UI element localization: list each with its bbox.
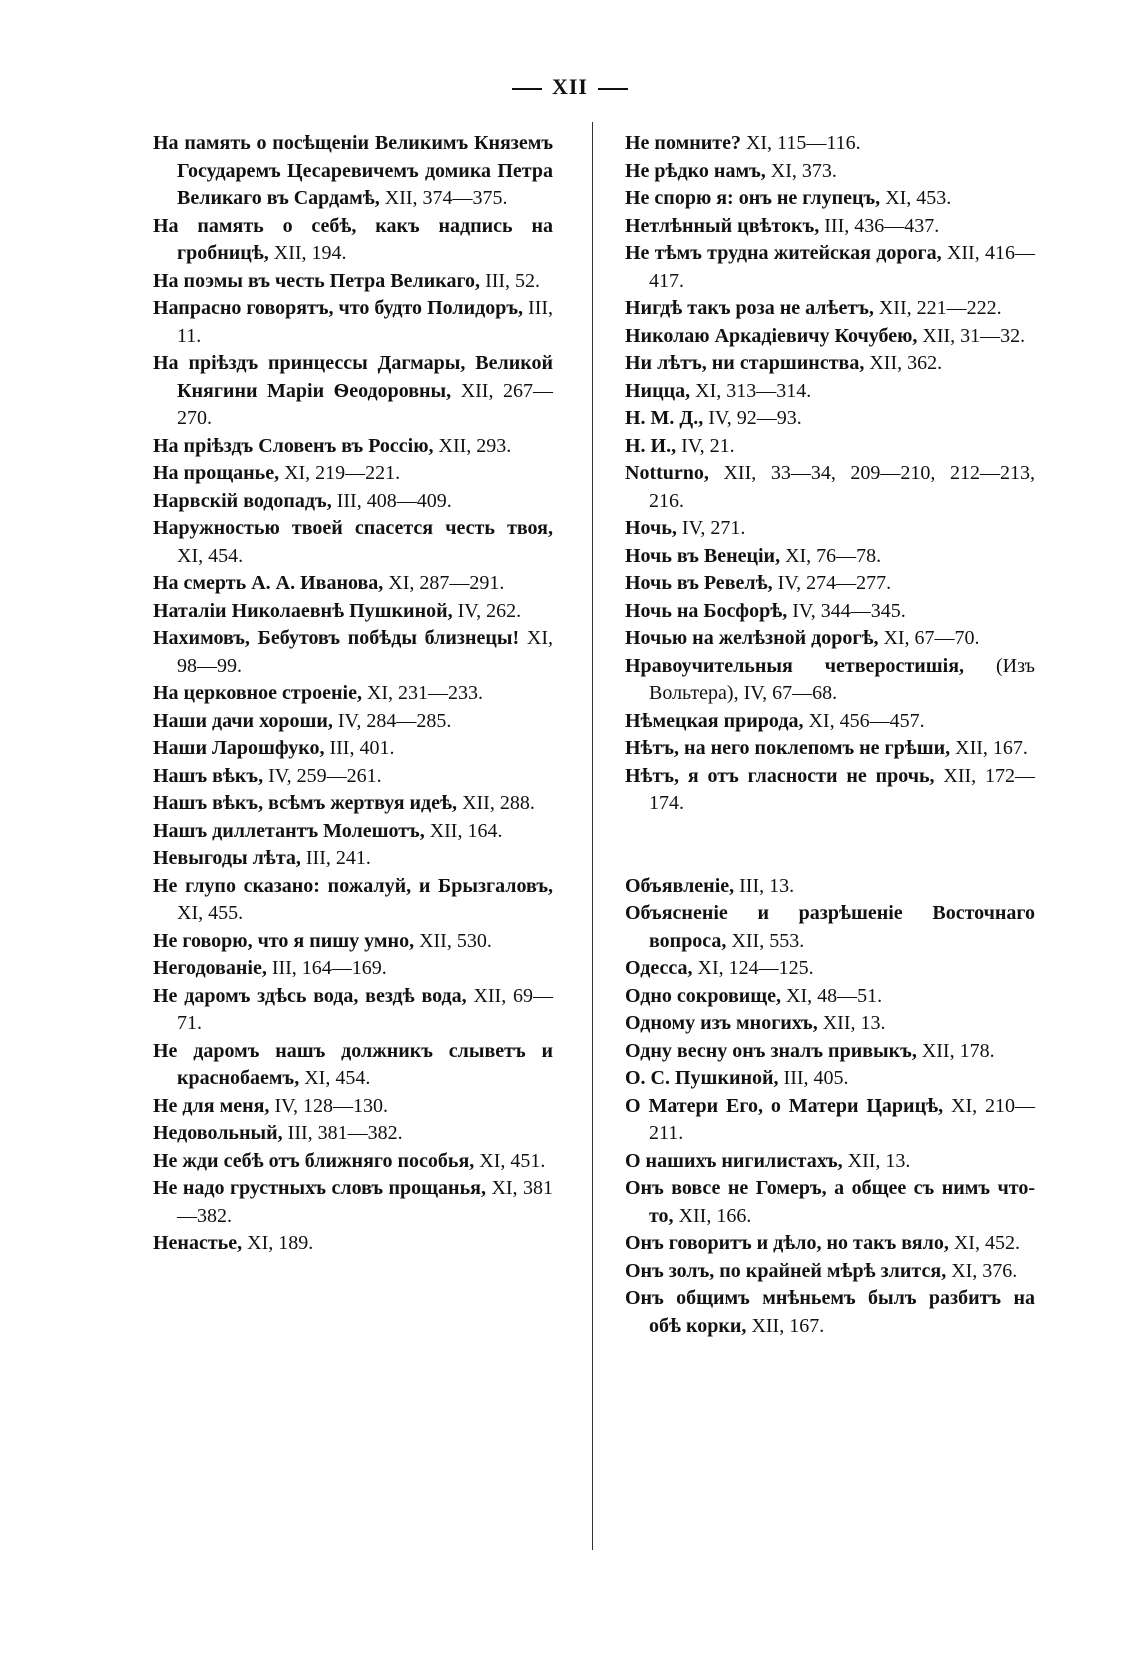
entry-reference: XI, 313—314. (695, 379, 812, 402)
entry-reference: XI, 456—457. (808, 709, 925, 732)
entry-title: О Матери Его, о Матери Царицѣ, (625, 1094, 944, 1117)
entry-title: Ночь въ Ревелѣ, (625, 572, 773, 594)
index-entry (625, 873, 1035, 901)
index-entry (625, 213, 1035, 241)
index-entry (153, 295, 553, 350)
page-header (0, 74, 1140, 100)
entry-title: Напрасно говорятъ, что будто Полидоръ, (153, 297, 524, 319)
entry-reference: XI, 67—70. (883, 627, 980, 649)
entry-title: На смерть А. А. Иванова, (153, 572, 384, 594)
entry-reference: XI, 454. (304, 1067, 371, 1089)
index-entry (153, 1038, 553, 1093)
entry-title: Не даромъ здѣсь вода, вездѣ вода, (153, 984, 467, 1007)
entry-reference: III, 408—409. (336, 489, 452, 512)
entry-reference: XI, 124—125. (697, 957, 814, 979)
index-entry (153, 735, 553, 763)
entry-reference: XII, 13. (847, 1149, 911, 1172)
entry-reference: XII, 553. (731, 929, 805, 952)
entry-title: На поэмы въ честь Петра Великаго, (153, 269, 481, 292)
index-entry (153, 845, 553, 873)
entry-title: Не рѣдко намъ, (625, 159, 766, 182)
index-entry (153, 873, 553, 928)
entry-title: На память о себѣ, какъ надпись на гробницѣ, (153, 214, 553, 264)
entry-reference: IV, 284—285. (337, 709, 452, 732)
index-entry (625, 708, 1035, 736)
entry-reference: XI, 189. (247, 1232, 314, 1254)
index-entry (153, 488, 553, 516)
entry-title: Одесса, (625, 957, 693, 979)
entry-reference: III, 11. (177, 297, 554, 347)
entry-title: Объясненіе и разрѣшеніе Восточнаго вопроса, (625, 902, 1035, 952)
entry-reference: IV, 92—93. (708, 407, 802, 429)
index-entry (625, 900, 1035, 955)
index-entry (625, 295, 1035, 323)
entry-title: Ницца, (625, 379, 691, 402)
index-entry (625, 1093, 1035, 1148)
index-entry (625, 570, 1035, 598)
entry-title: Н. М. Д., (625, 407, 704, 429)
entry-reference: XII, 172—174. (649, 764, 1036, 814)
index-entry (153, 955, 553, 983)
header-dash-left (512, 88, 542, 90)
entry-reference: III, 13. (739, 874, 795, 897)
entry-title: Одну весну онъ зналъ привыкъ, (625, 1039, 917, 1062)
entry-title: Не даромъ нашъ должникъ слыветъ и краснобаемъ, (153, 1039, 553, 1089)
entry-title: Не помните? (625, 132, 741, 154)
entry-title: Ночь на Босфорѣ, (625, 599, 788, 622)
left-column (153, 130, 553, 1258)
index-entry (625, 130, 1035, 158)
entry-reference: XI, 115—116. (745, 132, 861, 154)
index-entry (625, 983, 1035, 1011)
index-entry (625, 240, 1035, 295)
index-entry (625, 735, 1035, 763)
entry-reference: XI, 452. (953, 1232, 1020, 1254)
entry-reference: XII, 194. (273, 242, 347, 264)
entry-reference: III, 52. (485, 269, 541, 292)
entry-title: Notturno, (625, 462, 709, 484)
entry-title: На прощанье, (153, 462, 280, 484)
entry-title: Не глупо сказано: пожалуй, и Брызгаловъ, (153, 874, 553, 897)
entry-title: На церковное строеніе, (153, 682, 362, 704)
entry-reference: XI, 453. (885, 187, 952, 209)
index-entry (625, 1065, 1035, 1093)
entry-title: Онъ говоритъ и дѣло, но такъ вяло, (625, 1232, 949, 1254)
index-entry (153, 708, 553, 736)
index-entry (153, 460, 553, 488)
entry-reference: XI, 454. (177, 544, 244, 567)
entry-reference: IV, 259—261. (268, 764, 382, 787)
index-entry (625, 1148, 1035, 1176)
entry-reference: XI, 455. (177, 902, 244, 924)
index-entry (153, 433, 553, 461)
entry-reference: III, 405. (783, 1067, 849, 1089)
entry-title: Онъ вовсе не Гомеръ, а общее съ нимъ что-то, (625, 1177, 1035, 1227)
index-entry (625, 405, 1035, 433)
entry-title: Нетлѣнный цвѣтокъ, (625, 214, 820, 237)
entry-title: Невыгоды лѣта, (153, 847, 301, 869)
entry-reference: XI, 48—51. (786, 984, 883, 1007)
index-entry (153, 680, 553, 708)
index-entry (153, 570, 553, 598)
entry-reference: XII, 362. (869, 352, 943, 374)
entry-title: Нашъ вѣкъ, (153, 764, 264, 787)
index-entry (625, 598, 1035, 626)
entry-title: Нѣмецкая природа, (625, 709, 804, 732)
entry-title: Негодованіе, (153, 957, 267, 979)
index-entry (153, 213, 553, 268)
entry-title: О. С. Пушкиной, (625, 1067, 779, 1089)
column-divider (592, 122, 593, 1550)
entry-title: Нигдѣ такъ роза не алѣетъ, (625, 297, 874, 319)
index-entry (153, 625, 553, 680)
entry-title: Не говорю, что я пишу умно, (153, 929, 415, 952)
entry-reference: XII, 416—417. (649, 242, 1036, 292)
entry-title: Не тѣмъ трудна житейская дорога, (625, 242, 942, 264)
entry-reference: IV, 271. (681, 517, 746, 539)
entry-reference: IV, 21. (681, 434, 735, 457)
index-entry (625, 433, 1035, 461)
entry-title: Нашъ вѣкъ, всѣмъ жертвуя идеѣ, (153, 792, 458, 814)
index-entry (625, 1230, 1035, 1258)
index-entry (153, 130, 553, 213)
entry-reference: XII, 530. (419, 929, 492, 952)
entry-title: Не спорю я: онъ не глупецъ, (625, 187, 881, 209)
entry-reference: XI, 210—211. (649, 1094, 1036, 1144)
index-entry (153, 598, 553, 626)
entry-reference: XII, 33—34, 209—210, 212—213, 216. (649, 462, 1036, 512)
right-column-group-o (625, 873, 1035, 1341)
entry-title: Наружностью твоей спасется честь твоя, (153, 517, 553, 539)
index-entry (625, 1285, 1035, 1340)
entry-title: Нѣтъ, на него поклепомъ не грѣши, (625, 737, 951, 759)
index-entry (625, 378, 1035, 406)
entry-reference: XI, 376. (951, 1259, 1018, 1282)
entry-title: Нахимовъ, Бебутовъ побѣды близнецы! (153, 627, 520, 649)
index-entry (625, 653, 1035, 708)
right-column-group-n (625, 130, 1035, 818)
index-entry (625, 543, 1035, 571)
entry-title: Ни лѣтъ, ни старшинства, (625, 352, 865, 374)
entry-reference: XI, 219—221. (284, 462, 401, 484)
index-entry (153, 1175, 553, 1230)
entry-reference: XI, 451. (479, 1149, 546, 1172)
entry-reference: XII, 167. (751, 1314, 825, 1337)
entry-reference: XI, 98—99. (177, 627, 553, 677)
entry-reference: IV, 344—345. (792, 599, 906, 622)
index-entry (625, 1175, 1035, 1230)
entry-reference: XII, 288. (462, 792, 535, 814)
entry-title: Нравоучительныя четверостишія, (625, 654, 965, 677)
entry-reference: IV, 274—277. (777, 572, 892, 594)
entry-title: На пріѣздъ принцессы Дагмары, Великой Княгини Маріи Ѳеодоровны, (153, 352, 553, 402)
index-entry (625, 763, 1035, 818)
index-entry (153, 350, 553, 433)
entry-title: Онъ золъ, по крайней мѣрѣ злится, (625, 1259, 947, 1282)
entry-reference: XI, 381—382. (177, 1177, 554, 1227)
entry-title: О нашихъ нигилистахъ, (625, 1149, 843, 1172)
index-entry (625, 625, 1035, 653)
entry-reference: XII, 221—222. (878, 297, 1002, 319)
index-entry (625, 460, 1035, 515)
page-number: XII (551, 74, 588, 99)
entry-reference: XII, 293. (438, 434, 512, 457)
entry-title: Нарвскій водопадъ, (153, 489, 332, 512)
entry-title: Ночь, (625, 517, 677, 539)
index-entry (153, 818, 553, 846)
entry-title: Николаю Аркадіевичу Кочубею, (625, 324, 918, 347)
entry-title: Наши дачи хороши, (153, 709, 333, 732)
entry-reference: III, 164—169. (271, 957, 387, 979)
entry-reference: XI, 231—233. (366, 682, 484, 704)
index-entry (153, 928, 553, 956)
index-entry (625, 185, 1035, 213)
entry-title: Не для меня, (153, 1094, 270, 1117)
entry-reference: XII, 164. (429, 819, 503, 842)
entry-title: Наши Ларошфуко, (153, 737, 325, 759)
index-entry (153, 1148, 553, 1176)
entry-title: Не жди себѣ отъ ближняго пособья, (153, 1149, 475, 1172)
index-entry (625, 955, 1035, 983)
entry-reference: IV, 128—130. (274, 1094, 388, 1117)
entry-reference: (Изъ Вольтера), IV, 67—68. (649, 654, 1035, 704)
entry-reference: XII, 31—32. (922, 324, 1026, 347)
entry-reference: XII, 374—375. (384, 187, 508, 209)
entry-reference: III, 381—382. (287, 1122, 403, 1144)
entry-title: Онъ общимъ мнѣньемъ былъ разбитъ на обѣ корки, (625, 1287, 1035, 1337)
entry-title: Ночью на желѣзной дорогѣ, (625, 627, 879, 649)
entry-reference: III, 436—437. (824, 214, 940, 237)
entry-title: Ненастье, (153, 1232, 243, 1254)
section-gap (625, 818, 1035, 873)
index-entry (153, 790, 553, 818)
index-entry (625, 515, 1035, 543)
index-entry (153, 983, 553, 1038)
entry-reference: III, 241. (305, 847, 371, 869)
entry-title: Не надо грустныхъ словъ прощанья, (153, 1177, 486, 1199)
index-entry (625, 158, 1035, 186)
index-entry (625, 1258, 1035, 1286)
entry-reference: III, 401. (329, 737, 395, 759)
index-entry (153, 1093, 553, 1121)
entry-title: На память о посѣщеніи Великимъ Княземъ Государемъ Цесаревичемъ домика Петра Великаго въ Сардамѣ, (153, 132, 553, 209)
entry-reference: XII, 13. (822, 1012, 886, 1034)
index-entry (625, 323, 1035, 351)
entry-reference: XII, 167. (955, 737, 1028, 759)
entry-reference: XII, 69—71. (177, 984, 554, 1034)
entry-title: Нѣтъ, я отъ гласности не прочь, (625, 764, 935, 787)
entry-title: Одному изъ многихъ, (625, 1012, 818, 1034)
index-entry (153, 763, 553, 791)
index-entry (153, 1230, 553, 1258)
entry-title: Наталіи Николаевнѣ Пушкиной, (153, 599, 453, 622)
entry-title: Одно сокровище, (625, 984, 782, 1007)
entry-title: Объявленіе, (625, 874, 735, 897)
entry-reference: XI, 76—78. (785, 544, 882, 567)
index-entry (153, 268, 553, 296)
index-entry (153, 515, 553, 570)
index-entry (625, 1010, 1035, 1038)
entry-title: Н. И., (625, 434, 677, 457)
entry-reference: IV, 262. (457, 599, 522, 622)
entry-reference: XI, 287—291. (388, 572, 505, 594)
entry-title: Нашъ диллетантъ Молешотъ, (153, 819, 425, 842)
entry-title: На пріѣздъ Словенъ въ Россію, (153, 434, 434, 457)
entry-title: Недовольный, (153, 1122, 283, 1144)
entry-reference: XI, 373. (770, 159, 837, 182)
index-entry (625, 1038, 1035, 1066)
entry-reference: XII, 267—270. (177, 379, 553, 429)
entry-reference: XII, 178. (921, 1039, 995, 1062)
entry-title: Ночь въ Венеціи, (625, 544, 781, 567)
header-dash-right (598, 88, 628, 90)
index-entry (625, 350, 1035, 378)
index-entry (153, 1120, 553, 1148)
right-column (625, 130, 1035, 1340)
entry-reference: XII, 166. (678, 1204, 752, 1227)
